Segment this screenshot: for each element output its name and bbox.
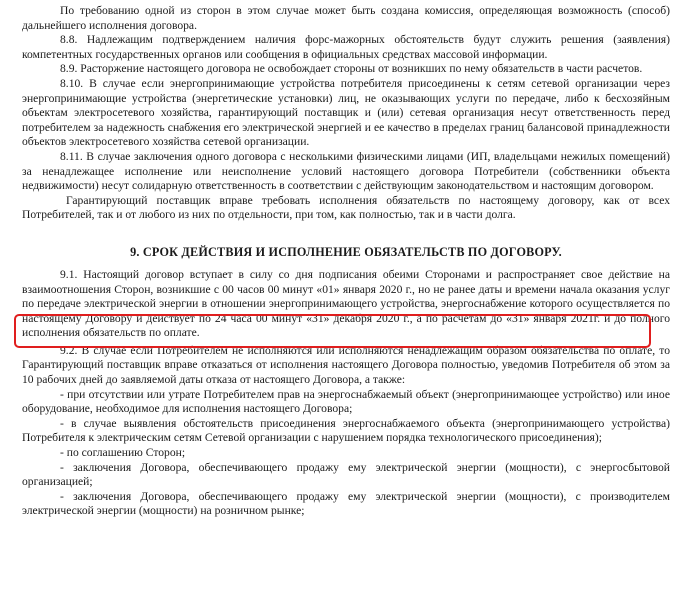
paragraph-guarantee: Гарантирующий поставщик вправе требовать исполнения обязательств по настоящему договору, как от всех Потребителей, так и от любого из них по отдельности, при том, как полностью, так и в части долга. (22, 193, 670, 222)
paragraph-8-8: 8.8. Надлежащим подтверждением наличия форс-мажорных обстоятельств будут служить решения (заявления) компетентных государственных органов или сообщения в официальных средствах массовой информации. (22, 33, 670, 61)
paragraph-commission: По требованию одной из сторон в этом случае может быть создана комиссия, определяющая возможность (способ) дальнейшего исполнения договора. (22, 4, 670, 32)
paragraph-9-2: 9.2. В случае если Потребителем не исполняются или исполняются ненадлежащим образом обязательства по оплате, то Гарантирующий поставщик вправе отказаться от исполнения настоящего Договора полностью, уведомив Потребителя об этом за 10 рабочих дней до заявляемой даты отказа от настоящего Договора, а также: (22, 343, 670, 387)
list-item-sales-org: - заключения Договора, обеспечивающего продажу ему электрической энергии (мощности), с энергосбытовой организацией; (22, 460, 670, 489)
list-item-agreement: - по соглашению Сторон; (60, 446, 186, 460)
paragraph-8-11: 8.11. В случае заключения одного договора с несколькими физическими лицами (ИП, владельцами нежилых помещений) за ненадлежащее исполнение или неисполнение условий настоящего договора Потребители (собственники объекта недвижимости) несут солидарную ответственность в соответствии с действующим законодательством и настоящим договором. (22, 149, 670, 193)
list-item-rights-loss: - при отсутствии или утрате Потребителем прав на энергоснабжаемый объект (энергопринимающее устройство) или иное оборудование, необходимое для исполнения настоящего Договора; (22, 387, 670, 416)
paragraph-8-9: 8.9. Расторжение настоящего договора не освобождает стороны от возникших по нему обязательств в части расчетов. (60, 62, 643, 76)
list-item-violation: - в случае выявления обстоятельств присоединения энергоснабжаемого объекта (энергопринимающего устройства) Потребителя к электрическим сетям Сетевой организации с нарушением порядка технологического присоединения); (22, 416, 670, 445)
list-item-producer: - заключения Договора, обеспечивающего продажу ему электрической энергии (мощности), с производителем электрической энергии (мощности) на розничном рынке; (22, 489, 670, 518)
paragraph-8-10: 8.10. В случае если энергопринимающие устройства потребителя присоединены к сетям сетевой организации через энергопринимающие устройства (энергетические установки) лиц, не оказывающих услуги по передаче, либо к бесхозяйным объектам электросетевого хозяйства, гарантирующий поставщик и (или) сетевая организация несут ответственность перед потребителем за надежность снабжения его электрической энергией и ее качество в пределах границ балансовой принадлежности объектов электросетевого хозяйства сетевой организации. (22, 76, 670, 149)
paragraph-9-1: 9.1. Настоящий договор вступает в силу со дня подписания обеими Сторонами и распространяет свое действие на взаимоотношения Сторон, возникшие с 00 часов 00 минут «01» января 2020 г., но не ранее даты и времени начала оказания услуг по передаче электрической энергии в отношении энергопринимающего устройства, энергоснабжение которого осуществляется по настоящему Договору и действует по 24 часа 00 минут «31» декабря 2020 г., а по расчетам до «31» января 2021г. и до полного исполнения обязательств по оплате. (22, 267, 670, 340)
section-9-heading: 9. СРОК ДЕЙСТВИЯ И ИСПОЛНЕНИЕ ОБЯЗАТЕЛЬСТВ ПО ДОГОВОРУ. (130, 244, 562, 259)
